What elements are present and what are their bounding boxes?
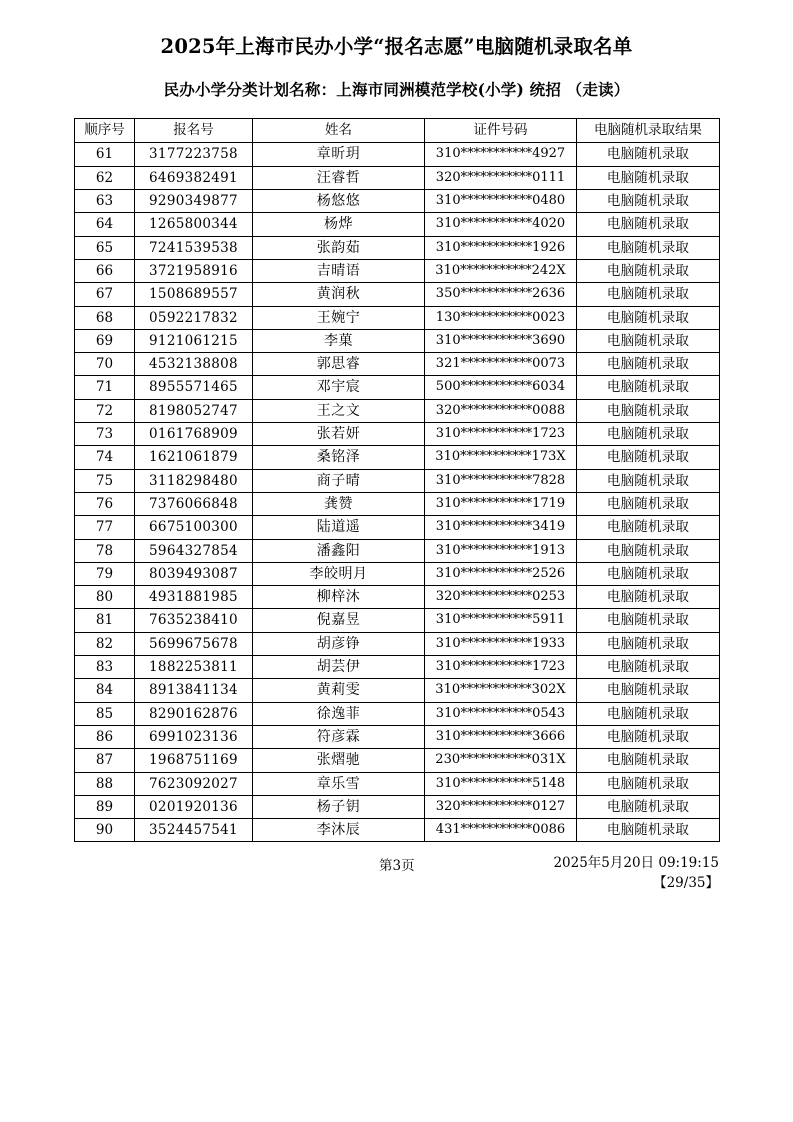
cell-name: 王婉宁	[253, 306, 425, 329]
cell-registration-no: 9290349877	[135, 190, 253, 213]
cell-seq: 85	[75, 702, 135, 725]
cell-registration-no: 8955571465	[135, 376, 253, 399]
table-row	[75, 143, 720, 166]
cell-seq: 70	[75, 353, 135, 376]
table-row	[75, 539, 720, 562]
table-row	[75, 329, 720, 352]
cell-seq: 88	[75, 772, 135, 795]
cell-registration-no: 8913841134	[135, 679, 253, 702]
cell-registration-no: 3524457541	[135, 819, 253, 842]
cell-id-number: 321***********0073	[425, 353, 577, 376]
cell-id-number: 320***********0088	[425, 399, 577, 422]
cell-id-number: 130***********0023	[425, 306, 577, 329]
cell-result: 电脑随机录取	[577, 143, 720, 166]
cell-result: 电脑随机录取	[577, 516, 720, 539]
cell-name: 李菓	[253, 329, 425, 352]
cell-id-number: 350***********2636	[425, 283, 577, 306]
cell-seq: 78	[75, 539, 135, 562]
cell-id-number: 310***********1723	[425, 656, 577, 679]
cell-id-number: 230***********031X	[425, 749, 577, 772]
cell-id-number: 310***********4020	[425, 213, 577, 236]
cell-seq: 81	[75, 609, 135, 632]
table-row	[75, 795, 720, 818]
cell-id-number: 310***********4927	[425, 143, 577, 166]
cell-registration-no: 1265800344	[135, 213, 253, 236]
cell-registration-no: 0201920136	[135, 795, 253, 818]
cell-seq: 80	[75, 586, 135, 609]
cell-name: 胡彦铮	[253, 632, 425, 655]
cell-seq: 75	[75, 469, 135, 492]
cell-name: 邓宇宸	[253, 376, 425, 399]
cell-registration-no: 1621061879	[135, 446, 253, 469]
cell-name: 章昕玥	[253, 143, 425, 166]
cell-result: 电脑随机录取	[577, 259, 720, 282]
cell-result: 电脑随机录取	[577, 236, 720, 259]
cell-name: 商子晴	[253, 469, 425, 492]
cell-result: 电脑随机录取	[577, 749, 720, 772]
column-header-result: 电脑随机录取结果	[577, 119, 720, 143]
cell-seq: 65	[75, 236, 135, 259]
cell-name: 张韵茹	[253, 236, 425, 259]
cell-result: 电脑随机录取	[577, 213, 720, 236]
cell-seq: 64	[75, 213, 135, 236]
cell-registration-no: 3721958916	[135, 259, 253, 282]
cell-seq: 67	[75, 283, 135, 306]
table-row	[75, 469, 720, 492]
cell-registration-no: 4931881985	[135, 586, 253, 609]
table-row	[75, 306, 720, 329]
cell-result: 电脑随机录取	[577, 492, 720, 515]
cell-id-number: 320***********0111	[425, 166, 577, 189]
cell-seq: 62	[75, 166, 135, 189]
cell-name: 柳梓沐	[253, 586, 425, 609]
table-row	[75, 516, 720, 539]
table-header-row	[75, 119, 720, 143]
cell-seq: 82	[75, 632, 135, 655]
cell-result: 电脑随机录取	[577, 656, 720, 679]
cell-id-number: 310***********3690	[425, 329, 577, 352]
cell-id-number: 310***********0480	[425, 190, 577, 213]
cell-registration-no: 7376066848	[135, 492, 253, 515]
page-title: 2025年上海市民办小学“报名志愿”电脑随机录取名单	[160, 35, 633, 58]
cell-seq: 89	[75, 795, 135, 818]
cell-seq: 73	[75, 423, 135, 446]
table-row	[75, 492, 720, 515]
table-row	[75, 446, 720, 469]
cell-registration-no: 5699675678	[135, 632, 253, 655]
cell-registration-no: 3177223758	[135, 143, 253, 166]
cell-result: 电脑随机录取	[577, 609, 720, 632]
cell-name: 桑铭泽	[253, 446, 425, 469]
column-header-registration-no: 报名号	[135, 119, 253, 143]
cell-seq: 71	[75, 376, 135, 399]
cell-id-number: 310***********3419	[425, 516, 577, 539]
cell-name: 徐逸菲	[253, 702, 425, 725]
cell-result: 电脑随机录取	[577, 539, 720, 562]
cell-name: 龚赞	[253, 492, 425, 515]
cell-result: 电脑随机录取	[577, 306, 720, 329]
table-row	[75, 190, 720, 213]
cell-registration-no: 0161768909	[135, 423, 253, 446]
cell-result: 电脑随机录取	[577, 469, 720, 492]
cell-registration-no: 3118298480	[135, 469, 253, 492]
cell-registration-no: 7635238410	[135, 609, 253, 632]
cell-result: 电脑随机录取	[577, 632, 720, 655]
table-row	[75, 166, 720, 189]
table-row	[75, 376, 720, 399]
cell-seq: 76	[75, 492, 135, 515]
table-row	[75, 749, 720, 772]
table-row	[75, 772, 720, 795]
cell-registration-no: 5964327854	[135, 539, 253, 562]
cell-name: 李沐辰	[253, 819, 425, 842]
cell-id-number: 310***********2526	[425, 562, 577, 585]
table-row	[75, 213, 720, 236]
plan-name-subtitle: 民办小学分类计划名称：上海市同洲模范学校(小学) 统招 （走读）	[163, 80, 630, 100]
generation-timestamp: 2025年5月20日 09:19:15	[553, 855, 719, 872]
cell-registration-no: 6675100300	[135, 516, 253, 539]
cell-name: 张若妍	[253, 423, 425, 446]
table-body	[75, 143, 720, 842]
cell-id-number: 310***********7828	[425, 469, 577, 492]
cell-seq: 61	[75, 143, 135, 166]
cell-id-number: 320***********0127	[425, 795, 577, 818]
cell-name: 李皎明月	[253, 562, 425, 585]
cell-result: 电脑随机录取	[577, 586, 720, 609]
cell-name: 黄润秋	[253, 283, 425, 306]
cell-registration-no: 6469382491	[135, 166, 253, 189]
cell-result: 电脑随机录取	[577, 399, 720, 422]
cell-name: 张熠驰	[253, 749, 425, 772]
table-row	[75, 725, 720, 748]
cell-result: 电脑随机录取	[577, 376, 720, 399]
cell-result: 电脑随机录取	[577, 819, 720, 842]
cell-registration-no: 0592217832	[135, 306, 253, 329]
cell-id-number: 320***********0253	[425, 586, 577, 609]
cell-registration-no: 1508689557	[135, 283, 253, 306]
cell-registration-no: 6991023136	[135, 725, 253, 748]
cell-seq: 69	[75, 329, 135, 352]
column-header-seq: 顺序号	[75, 119, 135, 143]
cell-id-number: 310***********1913	[425, 539, 577, 562]
table-row	[75, 632, 720, 655]
cell-registration-no: 8198052747	[135, 399, 253, 422]
admission-roster-table	[74, 118, 720, 842]
cell-name: 杨烨	[253, 213, 425, 236]
cell-name: 杨子钥	[253, 795, 425, 818]
cell-name: 章乐雪	[253, 772, 425, 795]
cell-seq: 63	[75, 190, 135, 213]
cell-id-number: 310***********302X	[425, 679, 577, 702]
table-row	[75, 679, 720, 702]
table-row	[75, 399, 720, 422]
cell-registration-no: 7623092027	[135, 772, 253, 795]
cell-name: 倪嘉昱	[253, 609, 425, 632]
cell-name: 王之文	[253, 399, 425, 422]
cell-result: 电脑随机录取	[577, 283, 720, 306]
cell-id-number: 310***********5911	[425, 609, 577, 632]
cell-seq: 72	[75, 399, 135, 422]
footer-stamp	[553, 854, 719, 893]
cell-seq: 87	[75, 749, 135, 772]
cell-name: 黄莉雯	[253, 679, 425, 702]
cell-result: 电脑随机录取	[577, 795, 720, 818]
cell-id-number: 310***********173X	[425, 446, 577, 469]
cell-name: 潘鑫阳	[253, 539, 425, 562]
table-row	[75, 236, 720, 259]
cell-result: 电脑随机录取	[577, 423, 720, 446]
cell-name: 郭思睿	[253, 353, 425, 376]
cell-seq: 86	[75, 725, 135, 748]
table-row	[75, 259, 720, 282]
cell-seq: 83	[75, 656, 135, 679]
cell-registration-no: 4532138808	[135, 353, 253, 376]
cell-name: 符彦霖	[253, 725, 425, 748]
cell-seq: 66	[75, 259, 135, 282]
cell-registration-no: 9121061215	[135, 329, 253, 352]
table-row	[75, 702, 720, 725]
cell-id-number: 310***********0543	[425, 702, 577, 725]
cell-id-number: 310***********5148	[425, 772, 577, 795]
cell-result: 电脑随机录取	[577, 725, 720, 748]
cell-id-number: 310***********242X	[425, 259, 577, 282]
table-row	[75, 609, 720, 632]
cell-name: 吉晴语	[253, 259, 425, 282]
cell-seq: 79	[75, 562, 135, 585]
cell-seq: 77	[75, 516, 135, 539]
table-row	[75, 656, 720, 679]
table-header	[75, 119, 720, 143]
cell-result: 电脑随机录取	[577, 562, 720, 585]
cell-seq: 90	[75, 819, 135, 842]
cell-name: 汪睿哲	[253, 166, 425, 189]
cell-registration-no: 8039493087	[135, 562, 253, 585]
cell-result: 电脑随机录取	[577, 166, 720, 189]
cell-seq: 68	[75, 306, 135, 329]
cell-registration-no: 7241539538	[135, 236, 253, 259]
table-row	[75, 819, 720, 842]
table-row	[75, 586, 720, 609]
cell-id-number: 310***********1723	[425, 423, 577, 446]
roster-table-container	[74, 118, 719, 842]
cell-id-number: 310***********1926	[425, 236, 577, 259]
cell-id-number: 310***********3666	[425, 725, 577, 748]
cell-name: 陆道遥	[253, 516, 425, 539]
column-header-name: 姓名	[253, 119, 425, 143]
cell-result: 电脑随机录取	[577, 702, 720, 725]
cell-result: 电脑随机录取	[577, 679, 720, 702]
cell-result: 电脑随机录取	[577, 190, 720, 213]
page-number: 第3页	[379, 858, 415, 875]
page-footer	[74, 854, 719, 900]
cell-result: 电脑随机录取	[577, 329, 720, 352]
cell-name: 杨悠悠	[253, 190, 425, 213]
cell-id-number: 500***********6034	[425, 376, 577, 399]
cell-seq: 74	[75, 446, 135, 469]
cell-result: 电脑随机录取	[577, 446, 720, 469]
table-row	[75, 423, 720, 446]
cell-seq: 84	[75, 679, 135, 702]
cell-result: 电脑随机录取	[577, 353, 720, 376]
cell-result: 电脑随机录取	[577, 772, 720, 795]
table-row	[75, 353, 720, 376]
record-counter: 【29/35】	[653, 874, 719, 891]
cell-name: 胡芸伊	[253, 656, 425, 679]
cell-id-number: 310***********1933	[425, 632, 577, 655]
table-row	[75, 562, 720, 585]
cell-registration-no: 1882253811	[135, 656, 253, 679]
cell-registration-no: 8290162876	[135, 702, 253, 725]
column-header-id-number: 证件号码	[425, 119, 577, 143]
cell-registration-no: 1968751169	[135, 749, 253, 772]
cell-id-number: 431***********0086	[425, 819, 577, 842]
cell-id-number: 310***********1719	[425, 492, 577, 515]
table-row	[75, 283, 720, 306]
